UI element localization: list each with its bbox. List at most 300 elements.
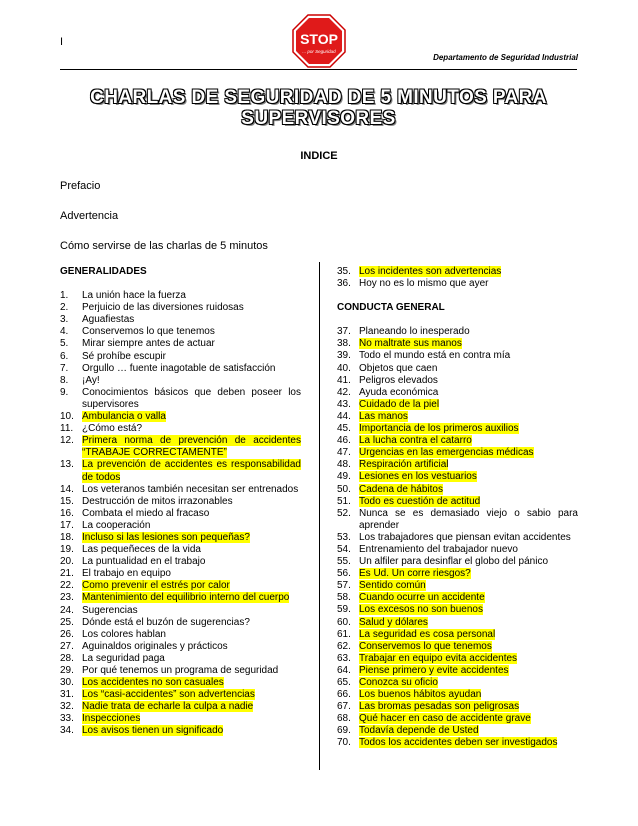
index-entry: [337, 592, 578, 604]
index-entry: [337, 544, 578, 556]
index-entry: [337, 375, 578, 387]
entry-number: 48.: [337, 459, 351, 471]
entry-text: Objetos que caen: [359, 362, 438, 374]
index-entry: [337, 266, 578, 278]
entry-text: Las manos: [359, 410, 408, 422]
index-entry: [337, 665, 578, 677]
index-entry: [60, 605, 301, 617]
entry-title: [82, 326, 301, 338]
entry-text: Ayuda económica: [359, 386, 439, 398]
index-entry: [60, 375, 301, 387]
header-rule: [60, 69, 577, 70]
index-entry: [60, 351, 301, 363]
entry-number: 36.: [337, 278, 351, 290]
entry-number: 20.: [60, 556, 74, 568]
entry-text: Los accidentes no son casuales: [82, 677, 224, 689]
index-entry: [60, 508, 301, 520]
entry-title: [82, 665, 301, 677]
entry-title: [359, 423, 578, 435]
index-entry: [337, 617, 578, 629]
entry-number: 32.: [60, 701, 74, 713]
entry-number: 7.: [60, 362, 69, 374]
entry-title: [359, 737, 578, 749]
entry-number: 60.: [337, 616, 351, 628]
index-entry: [337, 580, 578, 592]
entry-text: Los trabajadores que piensan evitan accidentes: [359, 531, 571, 543]
entry-title: [359, 447, 578, 459]
entry-number: 58.: [337, 592, 351, 604]
index-entry: [60, 520, 301, 532]
entry-text: Planeando lo inesperado: [359, 326, 470, 338]
entry-title: [359, 350, 578, 362]
entry-title: [359, 496, 578, 508]
index-entry: [337, 713, 578, 725]
entry-number: 65.: [337, 677, 351, 688]
index-entry: [337, 338, 578, 350]
entry-title: [82, 423, 301, 435]
entry-text: Inspecciones: [82, 713, 141, 725]
entry-number: 5.: [60, 338, 69, 350]
entry-text: Conocimientos básicos que deben poseer los supervisores: [82, 386, 301, 410]
entry-text: Ambulancia o valla: [82, 411, 166, 423]
entry-text: Trabajar en equipo evita accidentes: [359, 652, 518, 664]
entry-title: [359, 387, 578, 399]
entry-number: 19.: [60, 544, 74, 556]
entry-number: 31.: [60, 689, 74, 701]
section-heading-conducta-general: CONDUCTA GENERAL: [337, 302, 445, 314]
entry-number: 45.: [337, 423, 351, 435]
intro-prefacio: Prefacio: [60, 180, 101, 192]
title-line-2: SUPERVISORES: [241, 108, 396, 129]
entry-number: 59.: [337, 604, 351, 616]
index-entry: [60, 713, 301, 725]
right-index-list: [337, 326, 578, 749]
entry-text: Mantenimiento del equilibrio interno del cuerpo: [82, 592, 290, 604]
entry-title: [359, 278, 578, 290]
entry-number: 50.: [337, 483, 351, 495]
index-entry: [60, 435, 301, 459]
entry-number: 55.: [337, 556, 351, 568]
entry-number: 62.: [337, 640, 351, 652]
index-entry: [60, 387, 301, 411]
entry-number: 67.: [337, 701, 351, 713]
entry-title: [82, 290, 301, 302]
index-entry: [337, 508, 578, 532]
index-entry: [337, 701, 578, 713]
entry-text: Los incidentes son advertencias: [359, 266, 502, 277]
entry-title: [82, 701, 301, 713]
entry-title: [359, 665, 578, 677]
document-title: [60, 87, 577, 129]
entry-text: Nunca se es demasiado viejo o sabio para aprender: [359, 507, 578, 531]
entry-title: [82, 302, 301, 314]
entry-text: Cadena de hábitos: [359, 483, 443, 495]
index-entry: [337, 725, 578, 737]
entry-text: Los veteranos también necesitan ser entrenados: [82, 483, 299, 495]
entry-title: [82, 580, 301, 592]
index-entry: [60, 363, 301, 375]
entry-number: 39.: [337, 350, 351, 362]
entry-number: 11.: [60, 423, 74, 435]
index-entry: [337, 737, 578, 749]
index-entry: [337, 653, 578, 665]
entry-text: Urgencias en las emergencias médicas: [359, 447, 534, 459]
stop-text: STOP: [300, 31, 338, 47]
entry-title: [82, 641, 301, 653]
entry-title: [359, 629, 578, 641]
index-entry: [337, 471, 578, 483]
entry-text: Un alfiler para desinflar el globo del pánico: [359, 556, 549, 568]
entry-title: [82, 387, 301, 411]
entry-number: 10.: [60, 411, 74, 423]
index-entry: [337, 326, 578, 338]
column-divider: [319, 262, 320, 770]
entry-number: 70.: [337, 737, 351, 749]
index-entry: [337, 677, 578, 689]
department-label: Departamento de Seguridad Industrial: [433, 53, 578, 62]
entry-number: 13.: [60, 459, 74, 471]
entry-text: Los buenos hábitos ayudan: [359, 689, 482, 701]
entry-number: 23.: [60, 592, 74, 604]
entry-number: 44.: [337, 410, 351, 422]
entry-number: 6.: [60, 350, 69, 362]
entry-title: [82, 653, 301, 665]
entry-title: [82, 363, 301, 375]
entry-number: 25.: [60, 616, 74, 628]
entry-title: [359, 604, 578, 616]
entry-title: [359, 532, 578, 544]
entry-title: [359, 556, 578, 568]
entry-title: [359, 677, 578, 689]
entry-number: 29.: [60, 665, 74, 676]
entry-number: 61.: [337, 628, 351, 640]
index-entry: [60, 556, 301, 568]
index-entry: [60, 689, 301, 701]
entry-number: 26.: [60, 628, 74, 640]
entry-title: [359, 568, 578, 580]
entry-text: Todo el mundo está en contra mía: [359, 350, 511, 362]
entry-text: Conozca su oficio: [359, 677, 438, 688]
index-entry: [337, 532, 578, 544]
entry-text: Hoy no es lo mismo que ayer: [359, 278, 489, 290]
entry-number: 49.: [337, 471, 351, 483]
index-entry: [337, 484, 578, 496]
index-entry: [60, 326, 301, 338]
entry-number: 21.: [60, 568, 74, 580]
entry-title: [82, 351, 301, 363]
entry-title: [82, 496, 301, 508]
entry-text: La unión hace la fuerza: [82, 290, 186, 302]
index-entry: [337, 689, 578, 701]
entry-number: 12.: [60, 435, 74, 447]
entry-title: [82, 544, 301, 556]
entry-text: Orgullo … fuente inagotable de satisfacción: [82, 362, 276, 374]
entry-text: Aguinaldos originales y prácticos: [82, 640, 228, 652]
entry-title: [359, 326, 578, 338]
entry-number: 51.: [337, 495, 351, 507]
index-entry: [337, 459, 578, 471]
entry-title: [359, 592, 578, 604]
entry-title: [359, 617, 578, 629]
entry-number: 33.: [60, 713, 74, 725]
entry-text: La prevención de accidentes es responsabilidad de todos: [82, 459, 301, 483]
entry-title: [82, 532, 301, 544]
index-entry: [60, 665, 301, 677]
index-entry: [337, 423, 578, 435]
entry-title: [82, 520, 301, 532]
entry-text: Por qué tenemos un programa de seguridad: [82, 665, 279, 676]
right-pre-list: [337, 266, 578, 290]
entry-text: Perjuicio de las diversiones ruidosas: [82, 302, 244, 314]
intro-como-servirse: Cómo servirse de las charlas de 5 minutos: [60, 240, 268, 252]
entry-text: La cooperación: [82, 519, 151, 531]
entry-text: Entrenamiento del trabajador nuevo: [359, 543, 518, 555]
entry-title: [359, 411, 578, 423]
index-entry: [60, 641, 301, 653]
index-entry: [60, 544, 301, 556]
entry-title: [359, 580, 578, 592]
entry-title: [359, 266, 578, 278]
entry-title: [82, 508, 301, 520]
index-entry: [337, 447, 578, 459]
index-entry: [337, 641, 578, 653]
index-entry: [337, 496, 578, 508]
index-entry: [337, 604, 578, 616]
entry-text: Cuando ocurre un accidente: [359, 592, 485, 604]
index-entry: [60, 677, 301, 689]
entry-title: [359, 713, 578, 725]
entry-title: [359, 435, 578, 447]
entry-text: Todo es cuestión de actitud: [359, 495, 481, 507]
entry-number: 14.: [60, 483, 74, 495]
index-entry: [337, 568, 578, 580]
entry-text: Como prevenir el estrés por calor: [82, 580, 230, 592]
entry-text: Incluso si las lesiones son pequeñas?: [82, 531, 250, 543]
entry-text: Conservemos lo que tenemos: [82, 326, 215, 338]
entry-number: 2.: [60, 302, 69, 314]
index-entry: [60, 629, 301, 641]
index-entry: [60, 592, 301, 604]
index-entry: [60, 314, 301, 326]
index-entry: [60, 568, 301, 580]
entry-text: Piense primero y evite accidentes: [359, 664, 509, 676]
entry-title: [82, 375, 301, 387]
entry-text: Las bromas pesadas son peligrosas: [359, 701, 520, 713]
index-entry: [60, 484, 301, 496]
entry-text: Todos los accidentes deben ser investigados: [359, 737, 558, 749]
entry-number: 30.: [60, 677, 74, 689]
entry-text: Qué hacer en caso de accidente grave: [359, 713, 531, 725]
entry-text: Primera norma de prevención de accidentes “TRABAJE CORRECTAMENTE”: [82, 435, 301, 459]
index-entry: [337, 363, 578, 375]
left-index-list: [60, 290, 301, 737]
entry-number: 8.: [60, 374, 69, 386]
entry-number: 3.: [60, 314, 69, 326]
index-entry: [60, 302, 301, 314]
entry-title: [82, 314, 301, 326]
entry-number: 41.: [337, 374, 351, 386]
index-entry: [337, 629, 578, 641]
entry-text: Peligros elevados: [359, 374, 438, 386]
entry-text: Las pequeñeces de la vida: [82, 544, 201, 556]
index-entry: [60, 496, 301, 508]
entry-text: Destrucción de mitos irrazonables: [82, 495, 233, 507]
entry-text: Lesiones en los vestuarios: [359, 471, 477, 483]
entry-title: [359, 508, 578, 532]
entry-title: [359, 701, 578, 713]
entry-title: [359, 641, 578, 653]
index-entry: [60, 617, 301, 629]
entry-title: [359, 484, 578, 496]
left-column: [60, 266, 301, 738]
entry-title: [82, 689, 301, 701]
index-heading: INDICE: [300, 150, 338, 162]
entry-text: La seguridad paga: [82, 652, 165, 664]
entry-title: [359, 338, 578, 350]
entry-number: 42.: [337, 386, 351, 398]
index-entry: [60, 423, 301, 435]
entry-text: Los avisos tienen un significado: [82, 725, 224, 737]
entry-title: [82, 338, 301, 350]
title-line-1: CHARLAS DE SEGURIDAD DE 5 MINUTOS PARA: [90, 87, 547, 108]
entry-text: Aguafiestas: [82, 314, 135, 326]
entry-number: 17.: [60, 519, 74, 531]
entry-title: [82, 605, 301, 617]
entry-number: 57.: [337, 580, 351, 592]
entry-title: [359, 459, 578, 471]
entry-text: Nadie trata de echarle la culpa a nadie: [82, 701, 254, 713]
index-entry: [337, 399, 578, 411]
entry-text: Cuidado de la piel: [359, 398, 440, 410]
entry-number: 56.: [337, 568, 351, 580]
entry-number: 68.: [337, 713, 351, 725]
index-entry: [60, 532, 301, 544]
entry-text: La puntualidad en el trabajo: [82, 556, 206, 568]
entry-text: Respiración artificial: [359, 459, 449, 471]
entry-title: [82, 484, 301, 496]
entry-text: Conservemos lo que tenemos: [359, 640, 492, 652]
entry-number: 35.: [337, 266, 351, 277]
entry-number: 27.: [60, 640, 74, 652]
entry-number: 40.: [337, 362, 351, 374]
entry-text: Todavía depende de Usted: [359, 725, 479, 737]
entry-title: [82, 725, 301, 737]
stop-subtext: ... por Seguridad: [302, 49, 336, 54]
right-column: [337, 266, 578, 750]
index-entry: [337, 435, 578, 447]
entry-title: [359, 399, 578, 411]
entry-text: ¿Cómo está?: [82, 423, 143, 435]
entry-number: 1.: [60, 290, 69, 302]
entry-number: 66.: [337, 689, 351, 701]
entry-number: 46.: [337, 435, 351, 447]
entry-title: [359, 544, 578, 556]
index-entry: [337, 556, 578, 568]
index-entry: [60, 290, 301, 302]
entry-number: 28.: [60, 652, 74, 664]
entry-title: [82, 556, 301, 568]
entry-number: 53.: [337, 531, 351, 543]
index-entry: [60, 459, 301, 483]
entry-title: [82, 617, 301, 629]
entry-text: Los excesos no son buenos: [359, 604, 483, 616]
entry-number: 4.: [60, 326, 69, 338]
entry-title: [82, 411, 301, 423]
entry-title: [82, 459, 301, 483]
entry-text: Los “casi-accidentes” son advertencias: [82, 689, 255, 701]
index-entry: [60, 725, 301, 737]
index-entry: [60, 338, 301, 350]
entry-number: 18.: [60, 531, 74, 543]
entry-text: Los colores hablan: [82, 628, 166, 640]
entry-title: [82, 677, 301, 689]
entry-number: 15.: [60, 495, 74, 507]
intro-advertencia: Advertencia: [60, 210, 119, 222]
entry-text: El trabajo en equipo: [82, 568, 171, 580]
entry-text: Sugerencias: [82, 604, 138, 616]
entry-number: 52.: [337, 507, 351, 519]
entry-number: 37.: [337, 326, 351, 338]
index-entry: [60, 411, 301, 423]
entry-text: Mirar siempre antes de actuar: [82, 338, 215, 350]
stop-sign-icon: [292, 14, 346, 68]
index-entry: [337, 387, 578, 399]
entry-number: 24.: [60, 604, 74, 616]
entry-text: La lucha contra el catarro: [359, 435, 472, 447]
entry-number: 9.: [60, 386, 69, 398]
entry-text: Importancia de los primeros auxilios: [359, 423, 519, 435]
entry-number: 63.: [337, 652, 351, 664]
entry-title: [82, 568, 301, 580]
entry-text: Es Ud. Un corre riesgos?: [359, 568, 471, 580]
entry-title: [359, 689, 578, 701]
index-entry: [60, 653, 301, 665]
section-heading-generalidades: GENERALIDADES: [60, 266, 147, 277]
entry-text: ¡Ay!: [82, 374, 100, 386]
entry-text: La seguridad es cosa personal: [359, 628, 496, 640]
index-entry: [337, 278, 578, 290]
entry-text: Salud y dólares: [359, 616, 428, 628]
entry-title: [82, 592, 301, 604]
entry-number: 64.: [337, 664, 351, 676]
entry-number: 38.: [337, 338, 351, 350]
entry-number: 34.: [60, 725, 74, 737]
entry-title: [359, 725, 578, 737]
entry-title: [359, 471, 578, 483]
entry-text: Sentido común: [359, 580, 426, 592]
entry-title: [82, 713, 301, 725]
entry-number: 54.: [337, 543, 351, 555]
index-entry: [60, 701, 301, 713]
entry-text: Combata el miedo al fracaso: [82, 507, 210, 519]
entry-number: 69.: [337, 725, 351, 737]
page-mark: I: [60, 36, 64, 48]
entry-text: Sé prohíbe escupir: [82, 350, 166, 362]
entry-number: 43.: [337, 398, 351, 410]
index-entry: [337, 350, 578, 362]
entry-title: [82, 629, 301, 641]
entry-number: 22.: [60, 580, 74, 592]
entry-title: [359, 375, 578, 387]
index-entry: [337, 411, 578, 423]
entry-text: No maltrate sus manos: [359, 338, 462, 350]
entry-title: [359, 653, 578, 665]
index-entry: [60, 580, 301, 592]
entry-title: [359, 363, 578, 375]
entry-text: Dónde está el buzón de sugerencias?: [82, 616, 250, 628]
entry-title: [82, 435, 301, 459]
entry-number: 47.: [337, 447, 351, 459]
